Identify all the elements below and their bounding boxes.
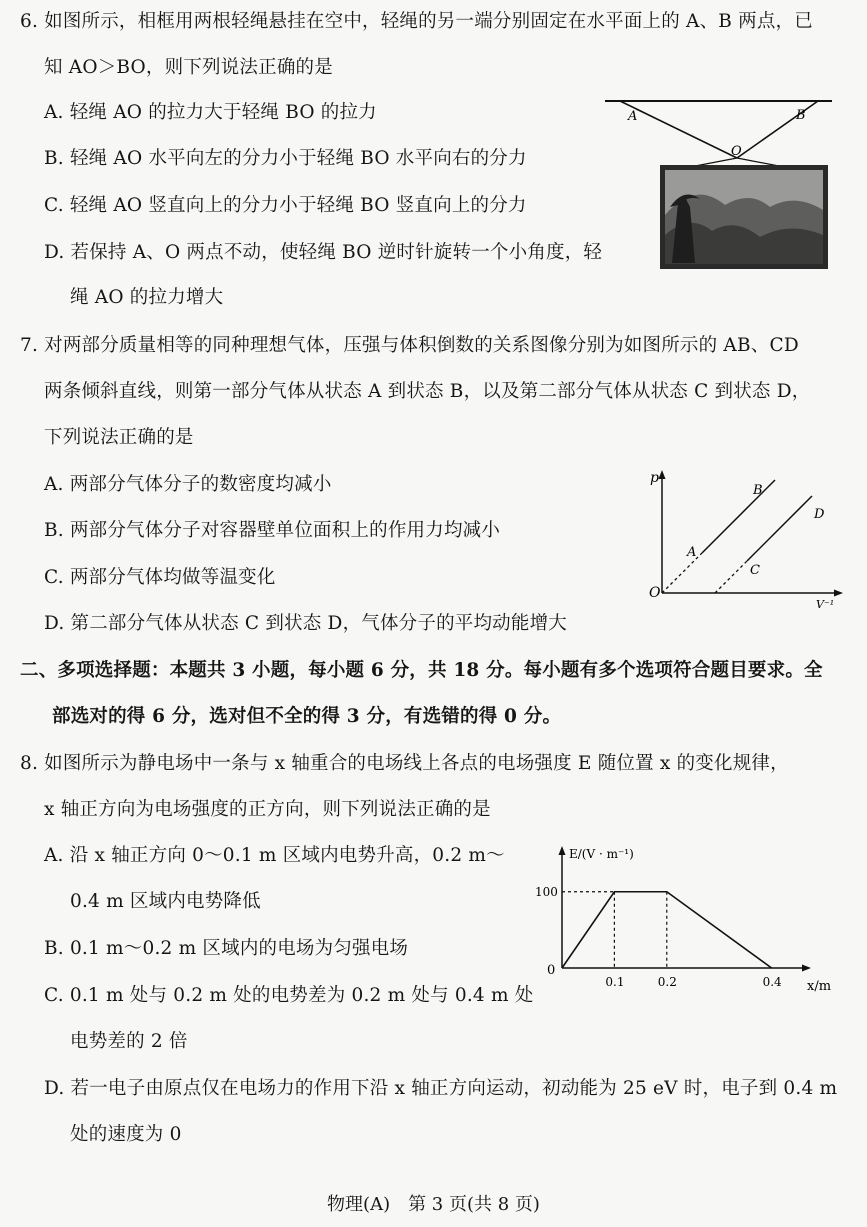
q6-label-b: B <box>796 108 806 123</box>
q6-stem-line1: 6. 如图所示，相框用两根轻绳悬挂在空中，轻绳的另一端分别固定在水平面上的 A、B 两点，已 <box>20 11 813 32</box>
q7-line-ab <box>702 480 775 553</box>
q7-origin: O <box>649 585 661 601</box>
q7-y-arrow <box>659 470 666 479</box>
q6-stem-line2: 知 AO＞BO，则下列说法正确的是 <box>44 57 333 78</box>
q8-option-c-line1: C. 0.1 m 处与 0.2 m 处的电势差为 0.2 m 处与 0.4 m 处 <box>44 985 534 1006</box>
q8-x-tick-label: 0.2 <box>657 975 677 989</box>
q8-chart <box>535 840 835 994</box>
q8-y-tick-label: 100 <box>535 884 558 899</box>
q7-x-arrow <box>834 590 843 597</box>
q8-stem-line2: x 轴正方向为电场强度的正方向，则下列说法正确的是 <box>44 799 491 820</box>
section2-heading-line2: 部选对的得 6 分，选对但不全的得 3 分，有选错的得 0 分。 <box>52 706 562 727</box>
q8-origin-label: 0 <box>547 963 556 978</box>
q8-x-tick-label: 0.1 <box>605 975 625 989</box>
q7-y-label: p <box>650 470 659 486</box>
q7-label-d: D <box>814 507 825 522</box>
q8-stem-line1: 8. 如图所示为静电场中一条与 x 轴重合的电场线上各点的电场强度 E 随位置 x 的变化规律， <box>20 753 789 774</box>
q8-y-arrow <box>559 846 566 855</box>
q8-x-label: x/m <box>807 979 832 994</box>
q6-figure <box>600 95 840 275</box>
picture-frame <box>660 165 828 269</box>
q7-option-b: B. 两部分气体分子对容器壁单位面积上的作用力均减小 <box>44 520 501 541</box>
q6-option-c: C. 轻绳 AO 竖直向上的分力小于轻绳 BO 竖直向上的分力 <box>44 195 527 216</box>
q7-option-c: C. 两部分气体均做等温变化 <box>44 567 276 588</box>
q8-option-b: B. 0.1 m～0.2 m 区域内的电场为匀强电场 <box>44 938 409 959</box>
q7-x-label: V⁻¹ <box>816 598 835 611</box>
q6-label-o: O <box>731 144 742 159</box>
q7-label-c: C <box>750 563 760 578</box>
q8-y-label: E/(V · m⁻¹) <box>569 847 634 861</box>
q7-line-cd <box>747 496 812 561</box>
q6-option-d-line2: 绳 AO 的拉力增大 <box>70 287 224 308</box>
q8-option-d-line1: D. 若一电子由原点仅在电场力的作用下沿 x 轴正方向运动，初动能为 25 eV 时，电子到 0.4 m <box>44 1078 838 1099</box>
q7-label-b: B <box>753 483 763 498</box>
q7-figure <box>640 468 855 613</box>
q7-stem-line3: 下列说法正确的是 <box>44 427 194 448</box>
q7-option-a: A. 两部分气体分子的数密度均减小 <box>44 474 332 495</box>
q8-x-arrow <box>802 965 811 972</box>
q6-option-d-line1: D. 若保持 A、O 两点不动，使轻绳 BO 逆时针旋转一个小角度，轻 <box>44 242 603 263</box>
q6-label-a: A <box>628 109 638 124</box>
q7-line-cd-dashed <box>715 561 747 593</box>
q8-option-c-line2: 电势差的 2 倍 <box>70 1031 188 1052</box>
q6-option-a: A. 轻绳 AO 的拉力大于轻绳 BO 的拉力 <box>44 102 377 123</box>
q7-option-d: D. 第二部分气体从状态 C 到状态 D，气体分子的平均动能增大 <box>44 613 567 634</box>
q8-option-a-line1: A. 沿 x 轴正方向 0～0.1 m 区域内电势升高，0.2 m～ <box>44 845 505 866</box>
page-footer: 物理(A) 第 3 页(共 8 页) <box>327 1194 540 1215</box>
section2-heading-line1: 二、多项选择题：本题共 3 小题，每小题 6 分，共 18 分。每小题有多个选项符合题目要求。全 <box>20 660 823 681</box>
q8-x-tick-label: 0.4 <box>762 975 782 989</box>
q7-stem-line1: 7. 对两部分质量相等的同种理想气体，压强与体积倒数的关系图像分别为如图所示的 AB、CD <box>20 335 799 356</box>
q7-stem-line2: 两条倾斜直线，则第一部分气体从状态 A 到状态 B，以及第二部分气体从状态 C 到状态 D， <box>44 381 811 402</box>
q7-label-a: A <box>687 545 697 560</box>
q8-option-a-line2: 0.4 m 区域内电势降低 <box>70 891 261 912</box>
q8-option-d-line2: 处的速度为 0 <box>70 1124 182 1145</box>
q6-option-b: B. 轻绳 AO 水平向左的分力小于轻绳 BO 水平向右的分力 <box>44 148 527 169</box>
